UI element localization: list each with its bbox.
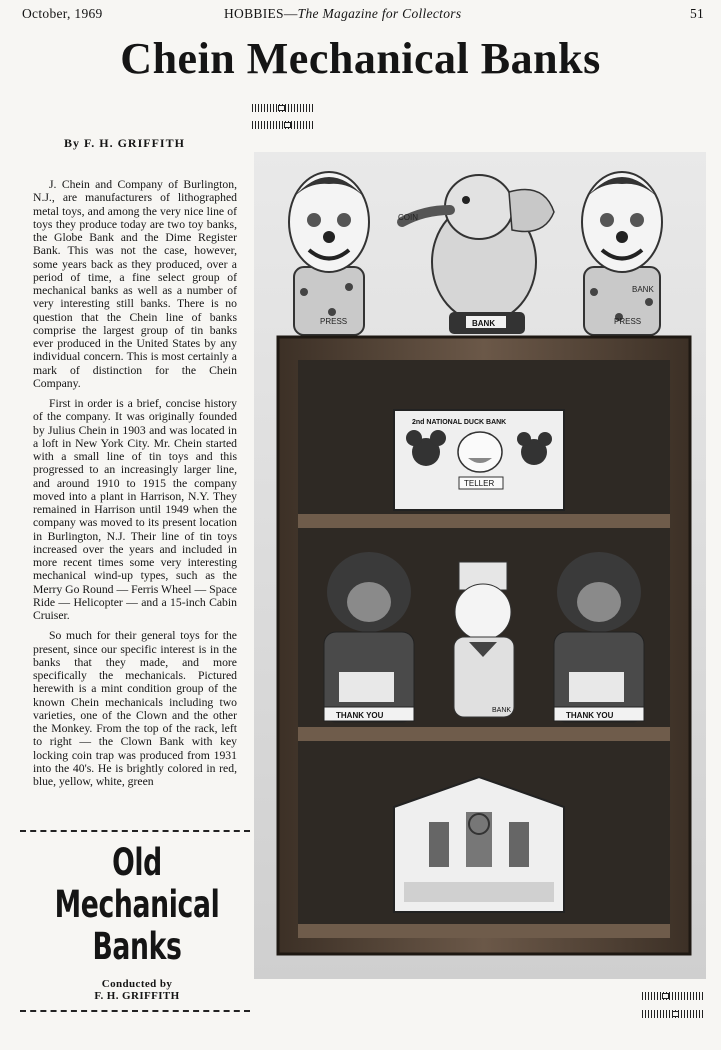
- running-head: [0, 6, 721, 26]
- department-rule-top: [20, 830, 250, 832]
- clown-bank-left: [289, 172, 369, 335]
- conducted-by-label: Conducted by: [101, 978, 173, 990]
- thank-you-label: THANK YOU: [566, 711, 614, 720]
- department-credit: [22, 978, 252, 1002]
- department-heading: [22, 842, 252, 968]
- photo-illustration: [254, 152, 706, 979]
- page-number: 51: [690, 6, 705, 21]
- teller-label: TELLER: [464, 479, 495, 488]
- byline: By F. H. GRIFFITH: [64, 136, 185, 150]
- article-title: Chein Mechanical Banks: [120, 34, 601, 83]
- department-author: F. H. GRIFFITH: [94, 990, 180, 1002]
- issue-date: October, 1969: [22, 6, 103, 21]
- paragraph: So much for their general toys for the present, since our specific interest is in the banks that they made, and more specifically the mechanicals. Pictured herewith is a mint condition group of the known Chein mechanicals including two varieties, one of the Clown and the other the Monkey. From the top of the rack, left to right — the Clown Bank with key locking coin trap was produced from 1931 into the 40's. He is brightly colored in red, blue, yellow, white, green: [33, 629, 237, 788]
- publication-subtitle: The Magazine for Collectors: [297, 6, 462, 21]
- press-label: PRESS: [320, 317, 348, 326]
- elephant-bank-label: BANK: [472, 319, 496, 328]
- title-ornament-bottom: [252, 121, 315, 129]
- clown-bank-right: [582, 172, 662, 335]
- coin-label: COIN: [398, 213, 418, 222]
- publication-title: HOBBIES—: [224, 6, 298, 21]
- title-ornament-top: [252, 104, 315, 112]
- press-label: PRESS: [614, 317, 642, 326]
- clown-bank-label: BANK: [632, 285, 654, 294]
- bank-display-photo: [254, 152, 706, 979]
- publication-name: [224, 6, 461, 22]
- paragraph: J. Chein and Company of Burlington, N.J., are manufacturers of lithographed metal toys, and among the very nice line of toys they produce today are two toy banks, the Globe Bank and the Dime Register Bank. This was not the case, however, some years back as they produced, over a period of time, a fine select group of mechanical banks as well as a number of very interesting still banks. There is no question that the Chein line of banks comprise the largest group of tin banks ever produced in the United States by any individual concern. This is most certainly a mark of distinction for the Chein Company.: [33, 178, 237, 390]
- department-title-line: Mechanical: [54, 883, 220, 926]
- department-title-line: Banks: [92, 925, 182, 968]
- rabbit-bank: [454, 562, 514, 717]
- article-body: [33, 178, 237, 795]
- department-rule-bottom: [20, 1010, 250, 1012]
- rabbit-bank-label: BANK: [492, 707, 512, 714]
- duck-bank: [394, 410, 564, 510]
- department-title-line: Old: [112, 841, 162, 884]
- thank-you-label: THANK YOU: [336, 711, 384, 720]
- church-bank: [394, 777, 564, 912]
- paragraph: First in order is a brief, concise history of the company. It was originally founded by Julius Chein in 1903 and was located in a loft in New York City. Mr. Chein started with a small line of tin toys and this progressed to an increasingly larger line, and around 1910 to 1915 the company moved into a plant in Harrison, N.Y. They remained in Harrison until 1949 when the company was moved to its present location in Burlington, N.J. Their line of tin toys increased over the years and included in more recent times some very interesting mechanical wind-up types, such as the Merry Go Round — Ferris Wheel — Space Ride — Helicopter — and a 15-inch Cabin Cruiser.: [33, 397, 237, 622]
- monkey-bank-right: [554, 552, 644, 722]
- duck-bank-label: 2nd NATIONAL DUCK BANK: [412, 419, 507, 426]
- monkey-bank-left: [324, 552, 414, 722]
- footer-ornament-bottom: [642, 1010, 705, 1018]
- footer-ornament-top: [642, 992, 705, 1000]
